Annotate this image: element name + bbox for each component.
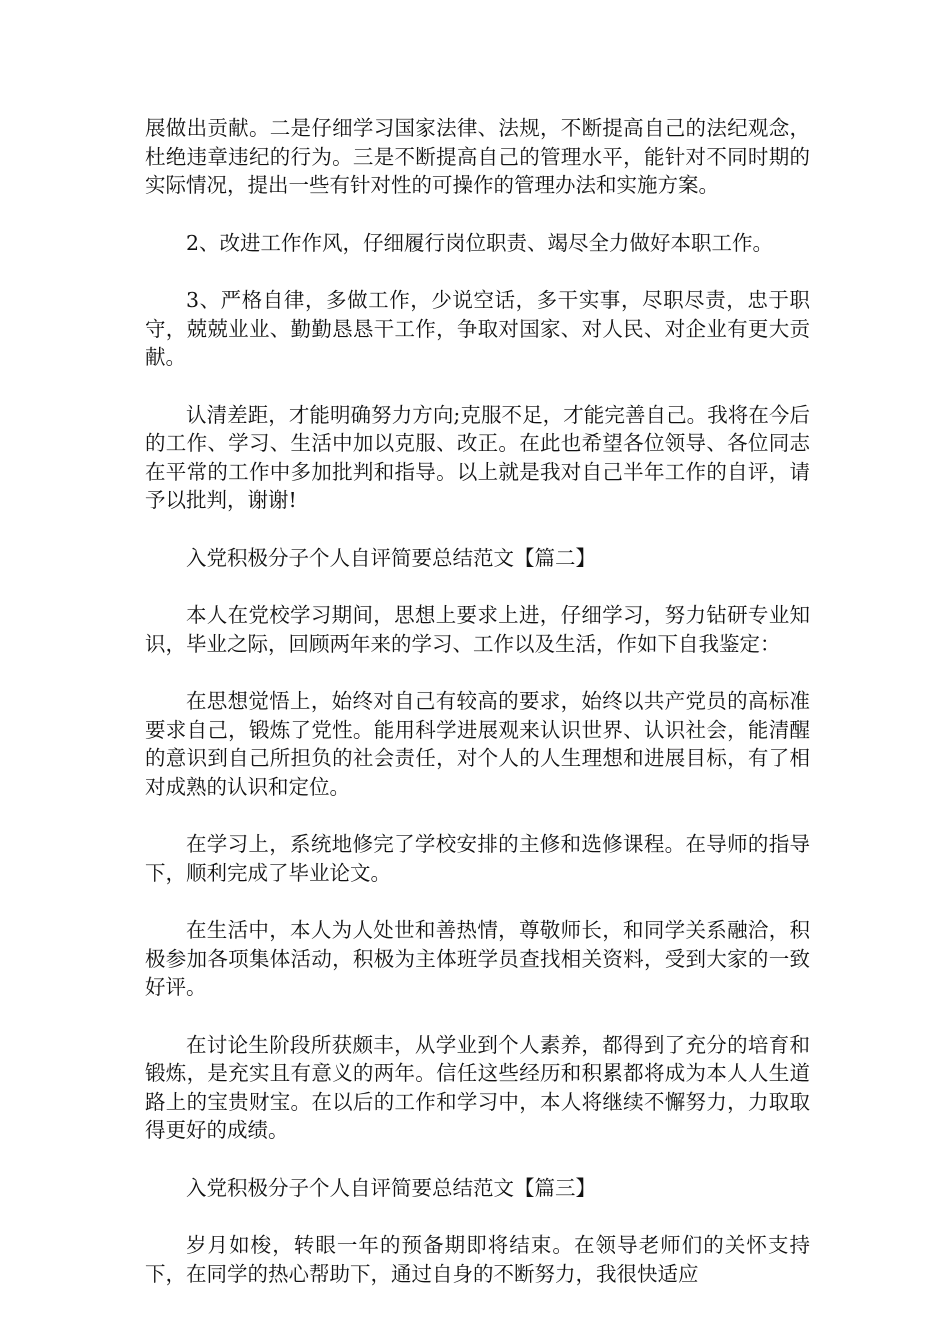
section-heading-part-two: 入党积极分子个人自评简要总结范文【篇二】 <box>186 545 596 570</box>
body-paragraph-7: 在学习上，系统地修完了学校安排的主修和选修课程。在导师的指导下，顺利完成了毕业论文。 <box>145 832 810 885</box>
body-paragraph-10: 岁月如梭，转眼一年的预备期即将结束。在领导老师们的关怀支持下，在同学的热心帮助下，通过自身的不断努力，我很快适应 <box>145 1233 810 1286</box>
section-heading-part-three: 入党积极分子个人自评简要总结范文【篇三】 <box>186 1175 596 1200</box>
document-page <box>145 114 810 1317</box>
body-paragraph-8: 在生活中，本人为人处世和善热情，尊敬师长，和同学关系融洽，积极参加各项集体活动，积极为主体班学员查找相关资料，受到大家的一致好评。 <box>145 918 810 999</box>
body-paragraph-2: 2、改进工作作风，仔细履行岗位职责、竭尽全力做好本职工作。 <box>186 230 774 255</box>
body-paragraph-3: 3、严格自律，多做工作，少说空话，多干实事，尽职尽责，忠于职守，兢兢业业、勤勤恳恳干工作，争取对国家、对人民、对企业有更大贡献。 <box>145 288 810 369</box>
body-paragraph-4: 认清差距，才能明确努力方向;克服不足，才能完善自己。我将在今后的工作、学习、生活中加以克服、改正。在此也希望各位领导、各位同志在平常的工作中多加批判和指导。以上就是我对自己半年工作的自评，请予以批判，谢谢! <box>145 402 810 512</box>
body-paragraph-9: 在讨论生阶段所获颇丰，从学业到个人素养，都得到了充分的培育和锻炼，是充实且有意义的两年。信任这些经历和积累都将成为本人人生道路上的宝贵财宝。在以后的工作和学习中，本人将继续不懈努力，力取取得更好的成绩。 <box>145 1032 810 1142</box>
body-paragraph-6: 在思想觉悟上，始终对自己有较高的要求，始终以共产党员的高标准要求自己，锻炼了党性。能用科学进展观来认识世界、认识社会，能清醒的意识到自己所担负的社会责任，对个人的人生理想和进展目标，有了相对成熟的认识和定位。 <box>145 689 810 799</box>
body-paragraph-1: 展做出贡献。二是仔细学习国家法律、法规，不断提高自己的法纪观念，杜绝违章违纪的行为。三是不断提高自己的管理水平，能针对不同时期的实际情况，提出一些有针对性的可操作的管理办法和实施方案。 <box>145 116 810 197</box>
body-paragraph-5: 本人在党校学习期间，思想上要求上进，仔细学习，努力钻研专业知识，毕业之际，回顾两年来的学习、工作以及生活，作如下自我鉴定： <box>145 603 810 656</box>
